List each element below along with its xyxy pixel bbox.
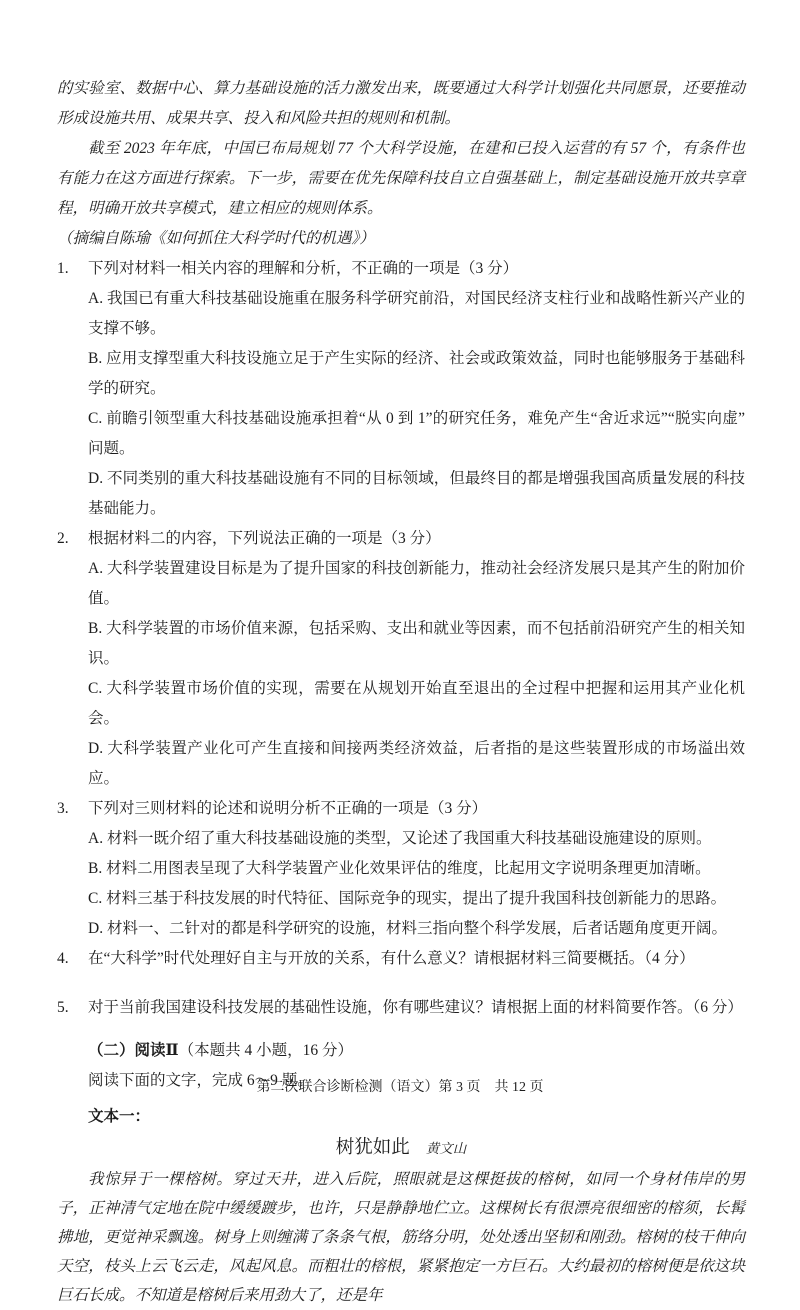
question-4 <box>57 944 745 974</box>
passage-title: 树犹如此 <box>335 1138 410 1158</box>
question-number: 4. <box>57 950 69 967</box>
option-item: D. 大科学装置产业化可产生直接和间接两类经济效益，后者指的是这些装置形成的市场溢出效应。 <box>88 740 745 787</box>
question-stem: 在“大科学”时代处理好自主与开放的关系，有什么意义？请根据材料三简要概括。（4 分） <box>88 950 695 967</box>
question-2-options <box>57 554 745 794</box>
question-number: 1. <box>57 260 69 277</box>
option-item: B. 应用支撑型重大科技设施立足于产生实际的经济、社会或政策效益，同时也能够服务于基础科学的研究。 <box>88 350 745 397</box>
material-one-text <box>57 74 745 254</box>
option-item: C. 材料三基于科技发展的时代特征、国际竞争的现实，提出了提升我国科技创新能力的思路。 <box>88 890 727 907</box>
section-header <box>57 1036 745 1066</box>
option-item: B. 大科学装置的市场价值来源，包括采购、支出和就业等因素，而不包括前沿研究产生的相关知识。 <box>88 620 745 667</box>
option-item: A. 材料一既介绍了重大科技基础设施的类型，又论述了我国重大科技基础设施建设的原则。 <box>88 830 712 847</box>
question-number: 5. <box>57 999 69 1016</box>
source-attribution: （摘编自陈瑜《如何抓住大科学时代的机遇》） <box>57 230 375 247</box>
option-item: A. 大科学装置建设目标是为了提升国家的科技创新能力，推动社会经济发展只是其产生的附加价值。 <box>88 560 745 607</box>
question-3 <box>57 794 745 824</box>
option-item: C. 大科学装置市场价值的实现，需要在从规划开始直至退出的全过程中把握和运用其产业化机会。 <box>88 680 745 727</box>
material-paragraph: 截至 2023 年年底，中国已布局规划 77 个大科学设施，在建和已投入运营的有 57 个，有条件也有能力在这方面进行探索。下一步，需要在优先保障科技自立自强基础上，制定基础设施开放共享章程，明确开放共享模式，建立相应的规则体系。 <box>57 140 745 217</box>
page-footer: 第二次联合诊断检测（语文）第 3 页 共 12 页 <box>256 1080 544 1095</box>
question-stem: 对于当前我国建设科技发展的基础性设施，你有哪些建议？请根据上面的材料简要作答。（6 分） <box>88 999 743 1016</box>
text-one-label: 文本一： <box>88 1108 151 1125</box>
question-number: 2. <box>57 530 69 547</box>
question-3-options <box>57 824 745 944</box>
option-item: B. 材料二用图表呈现了大科学装置产业化效果评估的维度，比起用文字说明条理更加清晰。 <box>88 860 711 877</box>
option-item: D. 材料一、二针对的都是科学研究的设施，材料三指向整个科学发展，后者话题角度更开阔。 <box>88 920 727 937</box>
section-header-meta: （本题共 4 小题，16 分） <box>178 1042 353 1059</box>
option-item: C. 前瞻引领型重大科技基础设施承担着“从 0 到 1”的研究任务，难免产生“舍近求远”“脱实向虚”问题。 <box>88 410 745 457</box>
question-1 <box>57 254 745 284</box>
question-number: 3. <box>57 800 69 817</box>
question-2 <box>57 524 745 554</box>
question-stem: 根据材料二的内容，下列说法正确的一项是（3 分） <box>88 530 441 547</box>
question-1-options <box>57 284 745 524</box>
section-header-label: （二）阅读Ⅱ <box>88 1042 179 1059</box>
passage-author: 黄文山 <box>425 1141 467 1156</box>
passage-title-line <box>57 1132 745 1165</box>
question-stem: 下列对三则材料的论述和说明分析不正确的一项是（3 分） <box>88 800 488 817</box>
reading-instruction: 阅读下面的文字，完成 6～9 题。 <box>88 1072 313 1089</box>
option-item: A. 我国已有重大科技基础设施重在服务科学研究前沿，对国民经济支柱行业和战略性新兴产业的支撑不够。 <box>88 290 745 337</box>
passage-body: 我惊异于一棵榕树。穿过天井，进入后院，照眼就是这棵挺拔的榕树，如同一个身材伟岸的男子，正神清气定地在院中缓缓踱步，也许，只是静静地伫立。这棵树长有很漂亮很细密的榕须，长髯拂地，更觉神采飘逸。树身上则缠满了条条气根，筋络分明，处处透出坚韧和刚劲。榕树的枝干伸向天空，枝头上云飞云走，风起风息。而粗壮的榕根，紧紧抱定一方巨石。大约最初的榕树便是依这块巨石长成。不知道是榕树后来用劲大了，还是年 <box>57 1171 745 1304</box>
question-5 <box>57 993 745 1023</box>
material-paragraph: 的实验室、数据中心、算力基础设施的活力激发出来，既要通过大科学计划强化共同愿景，还要推动形成设施共用、成果共享、投入和风险共担的规则和机制。 <box>57 80 745 127</box>
question-stem: 下列对材料一相关内容的理解和分析，不正确的一项是（3 分） <box>88 260 519 277</box>
option-item: D. 不同类别的重大科技基础设施有不同的目标领域，但最终目的都是增强我国高质量发展的科技基础能力。 <box>88 470 745 517</box>
